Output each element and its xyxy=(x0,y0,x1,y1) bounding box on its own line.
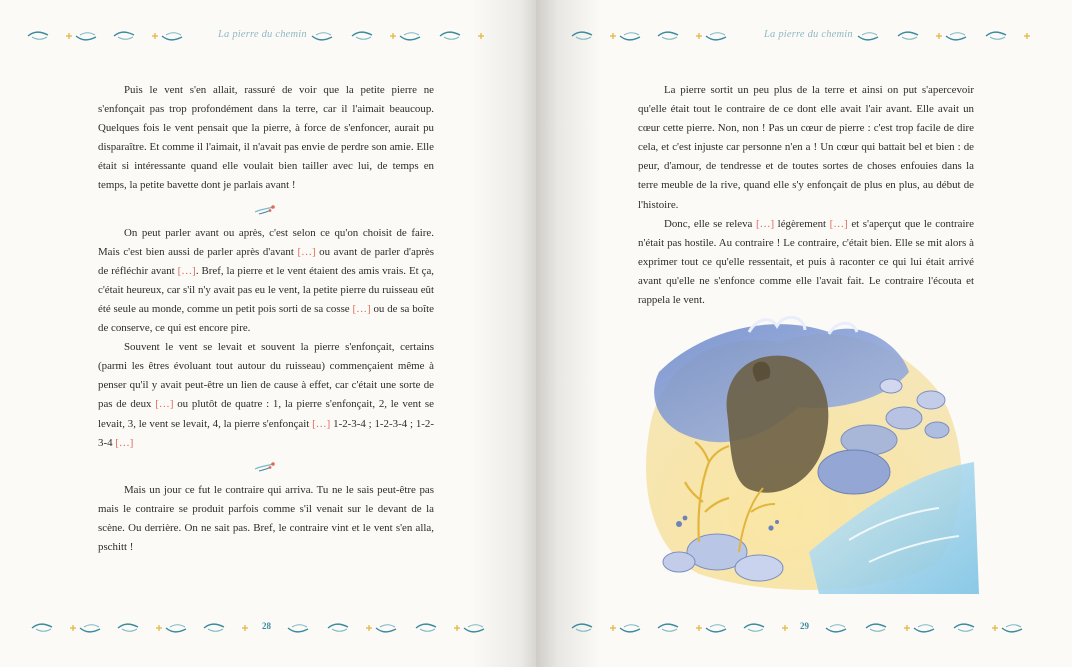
page-number: 29 xyxy=(800,621,809,631)
ellipsis-mark: […] xyxy=(297,245,316,258)
ornament-border-icon xyxy=(856,28,1046,44)
ellipsis-mark: […] xyxy=(755,217,775,230)
sprig-divider-icon xyxy=(253,461,279,473)
ornament-border-icon xyxy=(26,28,206,44)
footer-left xyxy=(0,619,536,637)
paragraph: Souvent le vent se levait et souvent la pierre s'enfonçait, certains (parmi les êtres évoluant tout autour du ruisseau) commençaient même à penser qu'il y avait peut-être un lien de cause à effet, car c'était une sorte de pas de deux […] ou plutôt de quatre : 1, la pierre s'enfonçait, 2, le vent se levait, 3, le vent se levait, 4, la pierre s'enfonçait […] 1-2-3-4 ; 1-2-3-4 ; 1-2-3-4 […] xyxy=(98,341,434,449)
running-head-title: La pierre du chemin xyxy=(218,29,307,40)
running-head-title: La pierre du chemin xyxy=(764,29,853,40)
footer-right xyxy=(536,619,1072,637)
paragraph: Mais un jour ce fut le contraire qui arriva. Tu ne le sais peut-être pas mais le contraire se produit parfois comme s'il venait sur le devant de la scène. Ou derrière. On ne sait pas. Bref, le contraire vint et le vent s'en alla, pschitt ! xyxy=(98,483,434,553)
ornament-border-icon xyxy=(30,620,250,636)
ornament-border-icon xyxy=(824,620,1039,636)
ornament-border-icon xyxy=(310,28,500,44)
ellipsis-mark: […] xyxy=(177,264,196,277)
ornament-border-icon xyxy=(570,28,755,44)
ellipsis-mark: […] xyxy=(352,302,371,315)
running-head-left xyxy=(0,26,536,46)
ellipsis-mark: […] xyxy=(312,417,331,430)
stone-heart-illustration xyxy=(639,312,979,594)
ornament-border-icon xyxy=(570,620,790,636)
running-head-right xyxy=(536,26,1072,46)
ellipsis-mark: […] xyxy=(115,436,134,449)
ornament-border-icon xyxy=(286,620,501,636)
ellipsis-mark: […] xyxy=(829,217,848,230)
section-divider xyxy=(98,196,434,224)
section-divider xyxy=(98,453,434,481)
paragraph: On peut parler avant ou après, c'est selon ce qu'on choisit de faire. Mais c'est bien aussi de parler après d'avant […] ou avant de parler d'après de réfléchir avant […]. Bref, la pierre et le vent étaient des amis vrais. Et ça, c'était heureux, car s'il n'y avait pas eu le vent, la petite pierre du ruisseau eût été seule au monde, comme un petit pois sorti de sa cosse […] ou de sa boîte de conserve, ce qui est encore pire. xyxy=(98,226,435,335)
right-page xyxy=(536,0,1072,667)
left-page-text xyxy=(98,81,434,557)
sprig-divider-icon xyxy=(253,204,279,216)
right-page-text xyxy=(638,81,974,310)
page-number: 28 xyxy=(262,621,271,631)
paragraph: Donc, elle se releva […] légèrement […] et s'aperçut que le contraire n'était pas hostile. Au contraire ! Le contraire, c'était bien. Elle se mit alors à exprimer tout ce qu'elle ressentait, et puis à raconter ce qui lui était arrivé avant qu'elle ne s'enfonce comme elle l'avait fait. Le contraire l'écouta et rappela le vent. xyxy=(638,217,974,307)
ellipsis-mark: […] xyxy=(155,398,174,411)
paragraph: Puis le vent s'en allait, rassuré de voir que la petite pierre ne s'enfonçait pas trop profondément dans la terre, car il l'aimait beaucoup. Quelques fois le vent pensait que la pierre, à force de s'enfoncer, aurait pu disparaître. Et comme il l'aimait, il n'avait pas envie de perdre son amie. Elle était si intéressante quand elle voulait bien tailler avec lui, de temps en temps, la petite bavette dont je parlais avant ! xyxy=(98,84,434,192)
paragraph: La pierre sortit un peu plus de la terre et ainsi on put s'apercevoir qu'elle était tout le contraire de ce dont elle avait l'air avant. Elle avait un cœur cette pierre. Non, non ! Pas un cœur de pierre : c'est trop facile de dire cela, et c'est injuste car personne n'en a ! Un cœur qui battait bel et bien : de peur, d'amour, de tendresse et de toutes sortes de choses enfouies dans la terre meuble de la rive, quand elle s'y enfonçait de plus en plus, au début de l'histoire. xyxy=(638,84,974,211)
